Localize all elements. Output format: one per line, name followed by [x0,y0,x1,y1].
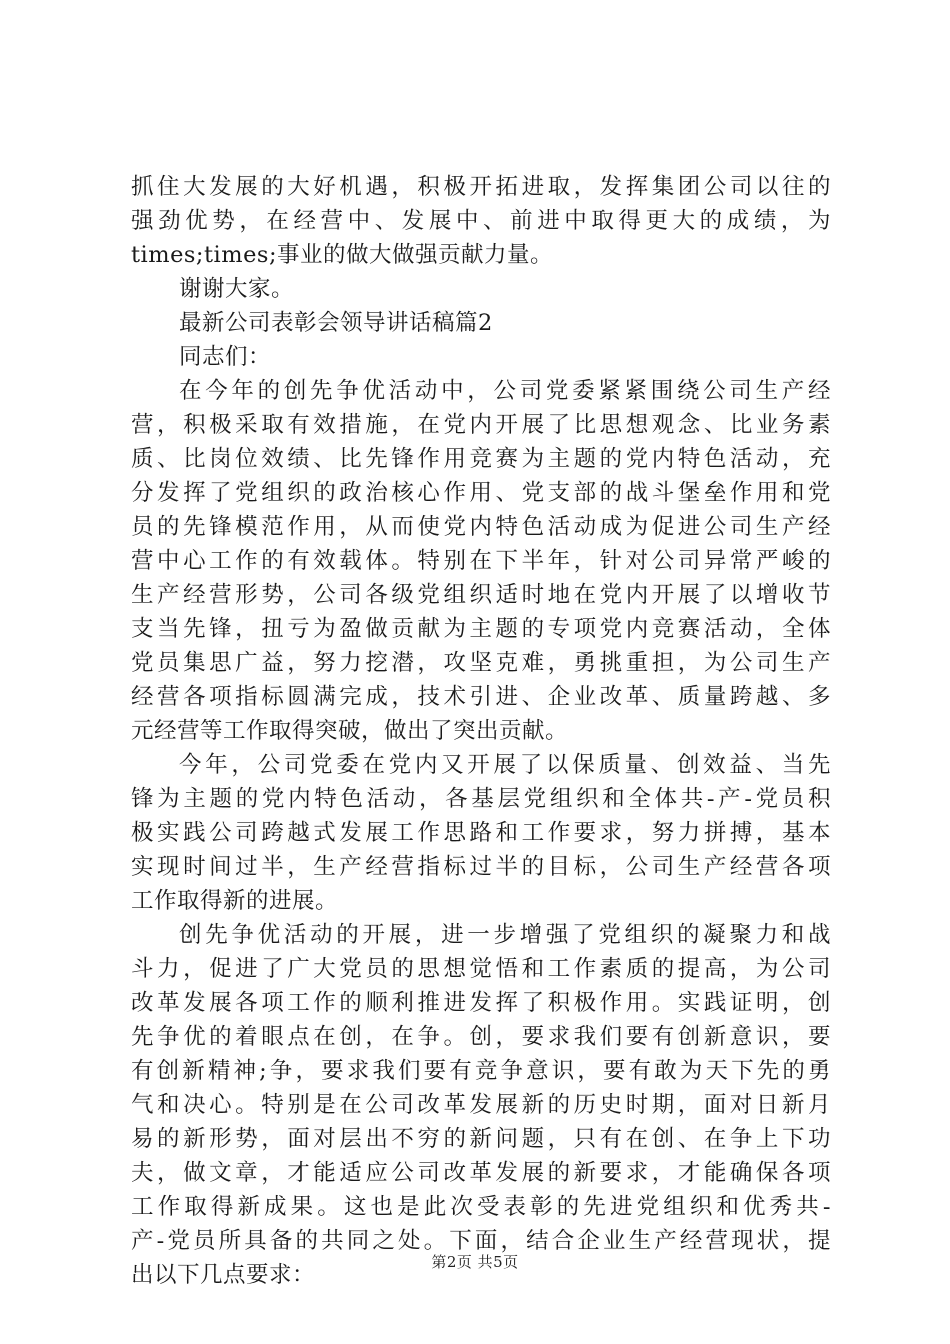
text-line: 营，积极采取有效措施，在党内开展了比思想观念、比业务素 [131,412,831,438]
text-line: 斗力，促进了广大党员的思想觉悟和工作素质的提高，为公司 [131,956,831,982]
text-line: 工作取得新成果。这也是此次受表彰的先进党组织和优秀共- [131,1194,831,1220]
text-line: 极实践公司跨越式发展工作思路和工作要求，努力拼搏，基本 [131,820,831,846]
text-line: 有创新精神;争，要求我们要有竞争意识，要有敢为天下先的勇 [131,1058,831,1084]
document-body [131,170,831,1292]
text-line: 产-党员所具备的共同之处。下面，结合企业生产经营现状，提 [131,1228,831,1254]
text-line: 生产经营形势，公司各级党组织适时地在党内开展了以增收节 [131,582,831,608]
text-line: times;times;事业的做大做强贡献力量。 [131,242,554,268]
text-line: 锋为主题的党内特色活动，各基层党组织和全体共-产-党员积 [131,786,831,812]
text-line: 同志们： [179,344,272,370]
text-line: 营中心工作的有效载体。特别在下半年，针对公司异常严峻的 [131,548,831,574]
text-line: 党员集思广益，努力挖潜，攻坚克难，勇挑重担，为公司生产 [131,650,831,676]
text-line: 质、比岗位效绩、比先锋作用竞赛为主题的党内特色活动，充 [131,446,831,472]
text-line: 支当先锋，扭亏为盈做贡献为主题的专项党内竞赛活动，全体 [131,616,831,642]
text-line: 实现时间过半，生产经营指标过半的目标，公司生产经营各项 [131,854,831,880]
text-line: 易的新形势，面对层出不穷的新问题，只有在创、在争上下功 [131,1126,831,1152]
text-line: 员的先锋模范作用，从而使党内特色活动成为促进公司生产经 [131,514,831,540]
text-line: 气和决心。特别是在公司改革发展新的历史时期，面对日新月 [131,1092,831,1118]
text-line: 今年，公司党委在党内又开展了以保质量、创效益、当先 [179,752,831,778]
text-line: 改革发展各项工作的顺利推进发挥了积极作用。实践证明，创 [131,990,831,1016]
text-line: 抓住大发展的大好机遇，积极开拓进取，发挥集团公司以往的 [131,174,831,200]
text-line: 元经营等工作取得突破，做出了突出贡献。 [131,718,569,744]
text-line: 强劲优势，在经营中、发展中、前进中取得更大的成绩，为 [131,208,831,234]
text-line: 经营各项指标圆满完成，技术引进、企业改革、质量跨越、多 [131,684,831,710]
text-line: 先争优的着眼点在创，在争。创，要求我们要有创新意识，要 [131,1024,831,1050]
text-line: 工作取得新的进展。 [131,888,339,914]
text-line: 在今年的创先争优活动中，公司党委紧紧围绕公司生产经 [179,378,831,404]
page-footer: 第2页 共5页 [431,1253,519,1271]
text-line: 最新公司表彰会领导讲话稿篇2 [179,310,493,336]
text-line: 谢谢大家。 [179,276,295,302]
text-line: 夫，做文章，才能适应公司改革发展的新要求，才能确保各项 [131,1160,831,1186]
text-line: 分发挥了党组织的政治核心作用、党支部的战斗堡垒作用和党 [131,480,831,506]
text-line: 创先争优活动的开展，进一步增强了党组织的凝聚力和战 [179,922,831,948]
text-line: 出以下几点要求： [131,1262,316,1288]
